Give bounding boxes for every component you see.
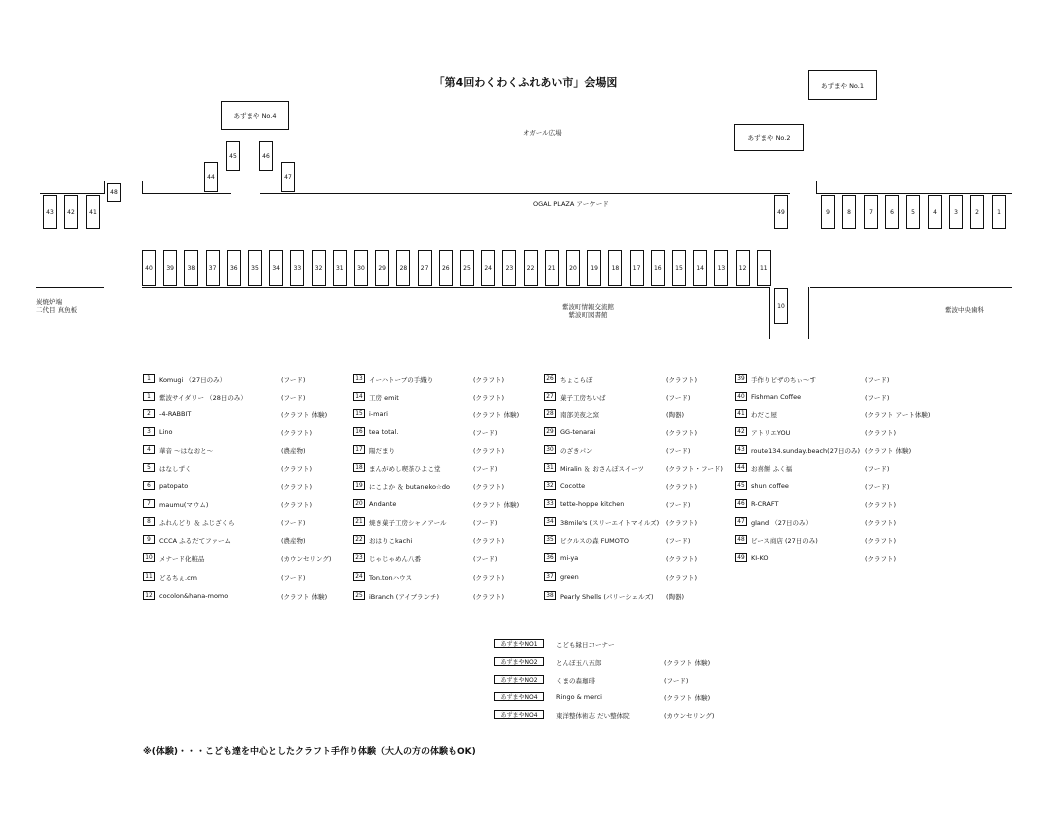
legend-category: (フード) [281,519,306,527]
booth-5: 5 [906,195,920,229]
legend-entry [735,445,935,457]
yakitori-label-line2: 二代目 真魚板 [36,306,78,314]
legend-exhibitor-name: 紫波サイダリー （28日のみ） [159,394,247,402]
booth-37: 37 [206,250,220,286]
legend-category: (陶器) [666,593,685,601]
legend-exhibitor-name: まんがめし喫茶ひよこ堂 [369,465,441,473]
legend-entry [544,409,744,421]
legend-category: (陶器) [666,411,685,419]
street-vline-right [808,287,809,339]
legend-entry [735,374,935,386]
legend-exhibitor-name: Ton.tonハウス [369,574,412,582]
pavilion-no1: あずまや No.1 [808,70,877,100]
booth-30: 30 [354,250,368,286]
pavilion-entry [494,639,754,651]
booth-49: 49 [774,195,788,229]
legend-exhibitor-name: Lino [159,428,173,436]
booth-39: 39 [163,250,177,286]
legend-booth-number: 16 [353,427,365,436]
legend-booth-number: 40 [735,392,747,401]
booth-36: 36 [227,250,241,286]
legend-exhibitor-name: -4-RABBIT [159,410,192,418]
legend-booth-number: 30 [544,445,556,454]
legend-booth-number: 23 [353,553,365,562]
legend-booth-number: 35 [544,535,556,544]
legend-category: (クラフト) [666,483,698,491]
legend-entry [735,517,935,529]
legend-category: (クラフト) [666,519,698,527]
legend-entry [353,517,553,529]
legend-booth-number: 22 [353,535,365,544]
legend-booth-number: 27 [544,392,556,401]
legend-exhibitor-name: 南部美夜之窯 [560,411,599,419]
legend-category: (クラフト) [865,537,897,545]
legend-category: (フード) [666,447,691,455]
booth-17: 17 [630,250,644,286]
legend-category: (クラフト アート体験) [865,411,931,419]
arcade-label: OGAL PLAZA アーケード [533,200,609,208]
legend-booth-number: 32 [544,481,556,490]
legend-entry [735,499,935,511]
legend-entry [544,427,744,439]
pavilion-category: (フード) [664,677,689,685]
legend-booth-number: 42 [735,427,747,436]
legend-booth-number: 29 [544,427,556,436]
legend-category: (フード) [281,574,306,582]
legend-exhibitor-name: じゃじゃめん八番 [369,555,421,563]
legend-booth-number: 28 [544,409,556,418]
pavilion-number: あずまやNO1 [494,639,544,648]
legend-booth-number: 1 [143,374,155,383]
legend-exhibitor-name: cocolon&hana-momo [159,592,229,600]
booth-24: 24 [481,250,495,286]
booth-12: 12 [736,250,750,286]
legend-category: (フード) [281,394,306,402]
pavilion-exhibitor-name: 東洋整体術志 だい整体院 [556,712,630,720]
legend-booth-number: 34 [544,517,556,526]
legend-booth-number: 43 [735,445,747,454]
booth-3: 3 [949,195,963,229]
legend-entry [735,409,935,421]
legend-category: (クラフト) [281,429,313,437]
legend-exhibitor-name: i-mari [369,410,388,418]
legend-booth-number: 19 [353,481,365,490]
legend-exhibitor-name: ちょこらぼ [560,376,593,384]
legend-entry [544,591,744,603]
booth-28: 28 [396,250,410,286]
legend-entry [353,427,553,439]
yakitori-label-line1: 炭焼炉端 [36,298,62,306]
legend-entry [143,553,343,565]
legend-entry [353,572,553,584]
legend-category: (クラフト) [473,537,505,545]
legend-exhibitor-name: route134.sunday.beach(27日のみ) [751,447,861,455]
legend-exhibitor-name: patopato [159,482,189,490]
booth-26: 26 [439,250,453,286]
legend-category: (フード) [281,376,306,384]
booth-27: 27 [418,250,432,286]
legend-entry [143,374,343,386]
legend-booth-number: 13 [353,374,365,383]
pavilion-entry [494,675,754,687]
legend-booth-number: 17 [353,445,365,454]
legend-booth-number: 3 [143,427,155,436]
info-center-line1: 紫波町情報交流館 [562,303,614,311]
legend-category: (フード) [473,519,498,527]
legend-entry [544,374,744,386]
street-line-right [810,287,1012,288]
legend-category: (フード) [865,465,890,473]
booth-38: 38 [184,250,198,286]
booth-21: 21 [545,250,559,286]
booth-33: 33 [290,250,304,286]
legend-category: (クラフト・フード) [666,465,723,473]
street-vline-left [769,287,770,339]
legend-entry [353,445,553,457]
legend-booth-number: 5 [143,463,155,472]
street-line-main [142,287,769,288]
legend-entry [143,517,343,529]
legend-entry [143,427,343,439]
legend-booth-number: 4 [143,445,155,454]
legend-booth-number: 31 [544,463,556,472]
pavilion-number: あずまやNO2 [494,657,544,666]
booth-1: 1 [992,195,1006,229]
legend-entry [143,445,343,457]
legend-booth-number: 11 [143,572,155,581]
legend-entry [735,535,935,547]
legend-exhibitor-name: メナード化粧品 [159,555,205,563]
legend-booth-number: 20 [353,499,365,508]
legend-category: (クラフト) [666,555,698,563]
legend-booth-number: 36 [544,553,556,562]
street-line-left [36,287,104,288]
legend-booth-number: 12 [143,591,155,600]
legend-exhibitor-name: Miralin ＆ おさんぽスイーツ [560,465,645,473]
legend-booth-number: 8 [143,517,155,526]
legend-category: (フード) [666,394,691,402]
booth-16: 16 [651,250,665,286]
legend-entry [143,572,343,584]
legend-entry [143,392,343,404]
legend-entry [353,553,553,565]
booth-47: 47 [281,162,295,192]
legend-booth-number: 37 [544,572,556,581]
legend-entry [143,409,343,421]
legend-category: (フード) [473,465,498,473]
booth-32: 32 [312,250,326,286]
legend-booth-number: 44 [735,463,747,472]
legend-booth-number: 47 [735,517,747,526]
legend-booth-number: 33 [544,499,556,508]
pavilion-no4: あずまや No.4 [221,101,289,130]
pavilion-number: あずまやNO4 [494,710,544,719]
legend-category: (フード) [666,501,691,509]
legend-entry [544,572,744,584]
legend-exhibitor-name: CCCA ふるだてファーム [159,537,231,545]
legend-entry [544,463,744,475]
legend-category: (クラフト) [865,519,897,527]
booth-29: 29 [375,250,389,286]
legend-booth-number: 24 [353,572,365,581]
booth-31: 31 [333,250,347,286]
legend-exhibitor-name: Komugi （27日のみ） [159,376,227,384]
legend-exhibitor-name: tea total. [369,428,399,436]
legend-entry [353,409,553,421]
yakitori-label [36,298,77,314]
pavilion-entry [494,710,754,722]
legend-entry [735,481,935,493]
booth-20: 20 [566,250,580,286]
info-center-line2: 紫波町図書館 [568,311,608,319]
legend-exhibitor-name: ピース商店 (27日のみ) [751,537,818,545]
legend-booth-number: 18 [353,463,365,472]
pavilion-entry [494,657,754,669]
legend-category: (クラフト) [281,465,313,473]
legend-booth-number: 15 [353,409,365,418]
legend-exhibitor-name: iBranch (アイブランチ) [369,593,440,601]
legend-entry [143,499,343,511]
legend-entry [735,427,935,439]
legend-category: (フード) [473,429,498,437]
booth-13: 13 [714,250,728,286]
legend-category: (クラフト) [281,501,313,509]
pavilion-exhibitor-name: こども縁日コーナー [556,641,615,649]
legend-entry [353,535,553,547]
arcade-line-left [142,193,231,194]
legend-booth-number: 6 [143,481,155,490]
legend-entry [353,499,553,511]
legend-exhibitor-name: お喜餅 ふく福 [751,465,793,473]
legend-booth-number: 49 [735,553,747,562]
legend-entry [544,499,744,511]
legend-category: (クラフト) [666,376,698,384]
booth-15: 15 [672,250,686,286]
legend-booth-number: 14 [353,392,365,401]
legend-category: (フード) [865,376,890,384]
booth-10: 10 [774,288,788,324]
legend-exhibitor-name: イーハトーブの手織り [369,376,434,384]
legend-exhibitor-name: どるちぇ.cm [159,574,197,582]
legend-booth-number: 2 [143,409,155,418]
booth-22: 22 [524,250,538,286]
legend-category: (フード) [473,555,498,563]
arcade-line-mid [260,193,790,194]
booth-19: 19 [587,250,601,286]
legend-exhibitor-name: R-CRAFT [751,500,779,508]
legend-category: (クラフト) [473,394,505,402]
legend-entry [353,392,553,404]
legend-booth-number: 21 [353,517,365,526]
legend-category: (フード) [666,537,691,545]
legend-exhibitor-name: Cocotte [560,482,586,490]
legend-category: (クラフト 体験) [865,447,912,455]
booth-14: 14 [693,250,707,286]
pavilion-number: あずまやNO4 [494,692,544,701]
booth-4: 4 [928,195,942,229]
legend-entry [353,481,553,493]
legend-entry [544,535,744,547]
legend-category: (クラフト) [865,555,897,563]
legend-booth-number: 10 [143,553,155,562]
booth-6: 6 [885,195,899,229]
legend-category: (クラフト) [473,483,505,491]
legend-exhibitor-name: shun coffee [751,482,789,490]
booth-48: 48 [107,183,121,202]
legend-category: (クラフト) [865,429,897,437]
legend-exhibitor-name: GG-tenarai [560,428,596,436]
legend-booth-number: 45 [735,481,747,490]
pavilion-category: (クラフト 体験) [664,694,711,702]
legend-category: (クラフト) [666,429,698,437]
legend-exhibitor-name: おはりこkachi [369,537,413,545]
legend-entry [143,591,343,603]
arcade-line-far-left [40,193,104,194]
pavilion-exhibitor-name: Ringo & merci [556,693,602,701]
legend-entry [143,463,343,475]
legend-exhibitor-name: にこよか ＆ butaneko☆do [369,483,450,491]
legend-category: (クラフト) [666,574,698,582]
booth-45: 45 [226,141,240,171]
legend-entry [353,591,553,603]
legend-exhibitor-name: KI-KO [751,554,769,562]
booth-44: 44 [204,162,218,192]
booth-23: 23 [502,250,516,286]
legend-category: (クラフト) [473,593,505,601]
pavilion-category: (クラフト 体験) [664,659,711,667]
legend-exhibitor-name: gland （27日のみ） [751,519,812,527]
legend-exhibitor-name: 陽だまり [369,447,395,455]
legend-entry [735,392,935,404]
legend-category: (カウンセリング) [281,555,332,563]
legend-entry [735,463,935,475]
legend-booth-number: 9 [143,535,155,544]
booth-11: 11 [757,250,771,286]
legend-entry [143,481,343,493]
legend-entry [544,553,744,565]
legend-exhibitor-name: ふれんどり ＆ ふじざくら [159,519,235,527]
legend-booth-number: 25 [353,591,365,600]
legend-exhibitor-name: のざきパン [560,447,593,455]
legend-booth-number: 48 [735,535,747,544]
legend-category: (クラフト) [473,376,505,384]
legend-exhibitor-name: mi-ya [560,554,579,562]
legend-category: (フード) [865,394,890,402]
legend-exhibitor-name: 華音 ～はなおと～ [159,447,214,455]
booth-35: 35 [248,250,262,286]
legend-category: (クラフト) [865,501,897,509]
booth-18: 18 [608,250,622,286]
legend-entry [544,445,744,457]
legend-exhibitor-name: はなしずく [159,465,192,473]
legend-exhibitor-name: Fishman Coffee [751,393,802,401]
legend-exhibitor-name: ピクルスの森 FUMOTO [560,537,629,545]
legend-booth-number: 26 [544,374,556,383]
legend-exhibitor-name: tette-hoppe kitchen [560,500,625,508]
legend-entry [544,481,744,493]
arcade-edge-right [816,181,817,194]
booth-7: 7 [864,195,878,229]
ogal-square-label: オガール広場 [523,129,562,137]
legend-entry [143,535,343,547]
legend-entry [353,463,553,475]
booth-9: 9 [821,195,835,229]
pavilion-exhibitor-name: とんぼ玉八五郎 [556,659,602,667]
booth-8: 8 [842,195,856,229]
legend-category: (クラフト 体験) [473,411,520,419]
legend-booth-number: 41 [735,409,747,418]
arcade-line-right [816,193,1012,194]
legend-entry [353,374,553,386]
legend-exhibitor-name: 焼き菓子工房シャノアール [369,519,447,527]
arcade-edge-left [104,181,105,194]
arcade-edge-left2 [142,181,143,194]
booth-40: 40 [142,250,156,286]
legend-exhibitor-name: maumu(マウム) [159,501,209,509]
legend-category: (農産物) [281,447,306,455]
legend-category: (クラフト 体験) [281,593,328,601]
legend-exhibitor-name: 工房 emit [369,394,399,402]
legend-exhibitor-name: 38mile's (スリーエイトマイルズ) [560,519,660,527]
booth-2: 2 [970,195,984,229]
dental-clinic-label: 紫波中央歯科 [945,306,984,314]
legend-entry [544,392,744,404]
pavilion-number: あずまやNO2 [494,675,544,684]
legend-exhibitor-name: green [560,573,579,581]
pavilion-no2: あずまや No.2 [734,124,804,151]
legend-exhibitor-name: Andante [369,500,397,508]
legend-booth-number: 38 [544,591,556,600]
legend-exhibitor-name: わだこ屋 [751,411,777,419]
legend-booth-number: 7 [143,499,155,508]
legend-category: (フード) [865,483,890,491]
legend-entry [544,517,744,529]
pavilion-category: (カウンセリング) [664,712,715,720]
legend-category: (クラフト 体験) [473,501,520,509]
legend-booth-number: 1 [143,392,155,401]
legend-category: (クラフト 体験) [281,411,328,419]
pavilion-entry [494,692,754,704]
page-title: 「第4回わくわくふれあい市」会場図 [433,76,618,89]
legend-exhibitor-name: 菓子工房ちいば [560,394,606,402]
booth-46: 46 [259,141,273,171]
legend-entry [735,553,935,565]
booth-34: 34 [269,250,283,286]
legend-booth-number: 39 [735,374,747,383]
legend-category: (クラフト) [473,574,505,582]
legend-booth-number: 46 [735,499,747,508]
legend-exhibitor-name: 手作りピザのちぃ～す [751,376,816,384]
booth-43: 43 [43,195,57,229]
legend-category: (農産物) [281,537,306,545]
pavilion-exhibitor-name: くまの森珈琲 [556,677,595,685]
legend-category: (クラフト) [473,447,505,455]
booth-25: 25 [460,250,474,286]
legend-exhibitor-name: Pearly Shells (パリーシェルズ) [560,593,654,601]
experience-note: ※(体験)・・・こども達を中心としたクラフト手作り体験（大人の方の体験もOK) [143,747,476,757]
booth-41: 41 [86,195,100,229]
info-center-label [562,303,614,319]
booth-42: 42 [64,195,78,229]
legend-category: (クラフト) [281,483,313,491]
legend-exhibitor-name: アトリエYOU [751,429,791,437]
